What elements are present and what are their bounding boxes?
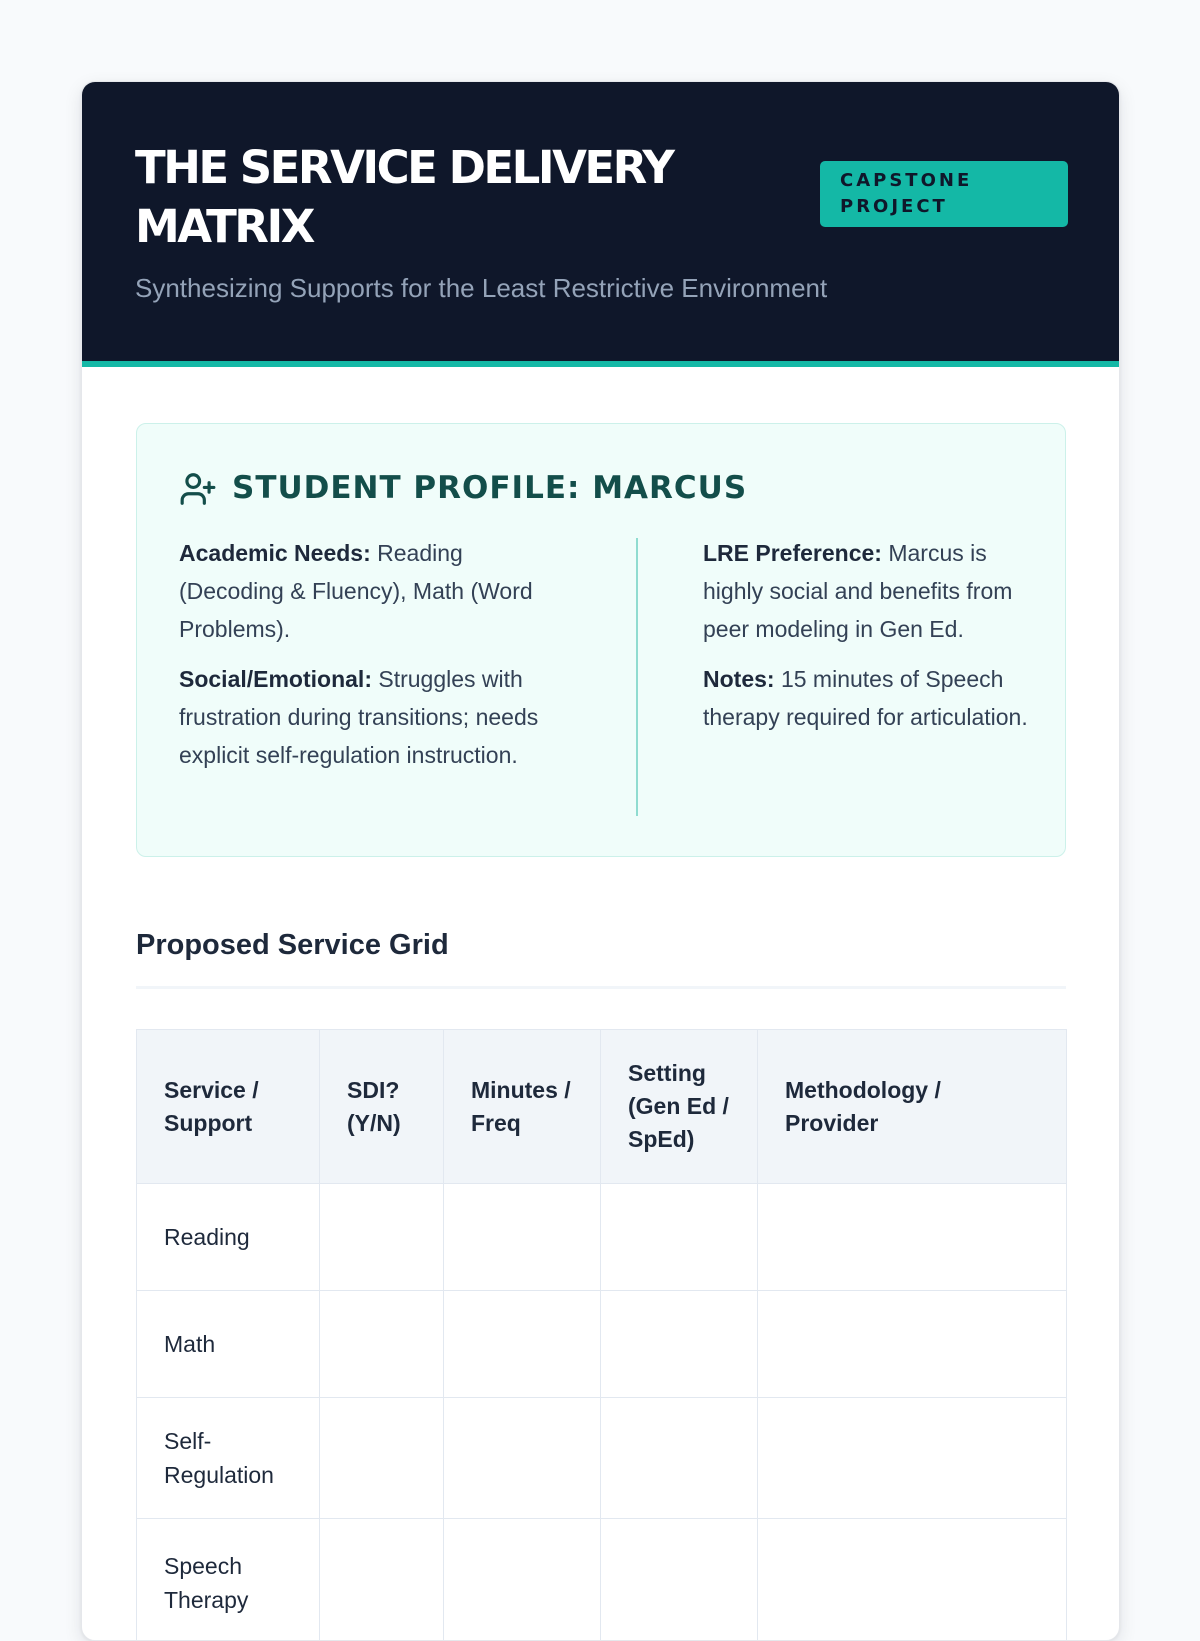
academic-needs-label: Academic Needs:: [179, 540, 371, 566]
social-emotional-text: Struggles with frustration during transitions; needs explicit self-regulation instruction.: [179, 666, 538, 768]
sdi-cell[interactable]: [320, 1291, 444, 1398]
section-divider: [136, 986, 1066, 989]
setting-cell[interactable]: [601, 1398, 758, 1519]
student-profile-panel: [136, 423, 1066, 857]
column-header-service: Service / Support: [137, 1030, 320, 1184]
page-header: [82, 82, 1119, 367]
social-emotional-label: Social/Emotional:: [179, 666, 372, 692]
methodology-cell[interactable]: [758, 1519, 1067, 1641]
profile-notes: [703, 660, 1043, 736]
methodology-cell[interactable]: [758, 1398, 1067, 1519]
table-row: [137, 1398, 1067, 1519]
profile-notes-label: Notes:: [703, 666, 775, 692]
capstone-badge: CAPSTONE PROJECT: [820, 161, 1068, 227]
profile-notes-text: 15 minutes of Speech therapy required for articulation.: [703, 666, 1028, 730]
lre-preference: [703, 534, 1043, 648]
service-grid-table: [136, 1029, 1067, 1641]
column-header-setting: Setting (Gen Ed / SpEd): [601, 1030, 758, 1184]
setting-cell[interactable]: [601, 1519, 758, 1641]
profile-lre-column: [703, 534, 1043, 748]
service-name-cell: Speech Therapy: [137, 1519, 320, 1641]
column-header-minutes: Minutes / Freq: [444, 1030, 601, 1184]
academic-needs-text: Reading (Decoding & Fluency), Math (Word Problems).: [179, 540, 533, 642]
profile-needs-column: [179, 534, 574, 786]
social-emotional: [179, 660, 574, 774]
column-header-methodology: Methodology / Provider: [758, 1030, 1067, 1184]
service-name-cell: Self-Regulation: [137, 1398, 320, 1519]
service-name-cell: Reading: [137, 1184, 320, 1291]
minutes-cell[interactable]: [444, 1519, 601, 1641]
profile-title: STUDENT PROFILE: MARCUS: [232, 468, 747, 508]
setting-cell[interactable]: [601, 1184, 758, 1291]
table-header-row: [137, 1030, 1067, 1184]
table-row: [137, 1184, 1067, 1291]
service-grid-heading: Proposed Service Grid: [136, 927, 449, 963]
page-subtitle: Synthesizing Supports for the Least Restrictive Environment: [135, 271, 827, 305]
table-row: [137, 1519, 1067, 1641]
user-plus-icon: [179, 470, 217, 508]
minutes-cell[interactable]: [444, 1291, 601, 1398]
column-header-sdi: SDI? (Y/N): [320, 1030, 444, 1184]
service-name-cell: Math: [137, 1291, 320, 1398]
sdi-cell[interactable]: [320, 1519, 444, 1641]
lre-preference-label: LRE Preference:: [703, 540, 882, 566]
sdi-cell[interactable]: [320, 1184, 444, 1291]
sdi-cell[interactable]: [320, 1398, 444, 1519]
profile-divider: [636, 538, 638, 816]
academic-needs: [179, 534, 574, 648]
methodology-cell[interactable]: [758, 1291, 1067, 1398]
minutes-cell[interactable]: [444, 1184, 601, 1291]
setting-cell[interactable]: [601, 1291, 758, 1398]
matrix-card: [81, 81, 1120, 1641]
page-title: THE SERVICE DELIVERY MATRIX: [135, 138, 755, 256]
methodology-cell[interactable]: [758, 1184, 1067, 1291]
table-row: [137, 1291, 1067, 1398]
minutes-cell[interactable]: [444, 1398, 601, 1519]
lre-preference-text: Marcus is highly social and benefits from peer modeling in Gen Ed.: [703, 540, 1012, 642]
